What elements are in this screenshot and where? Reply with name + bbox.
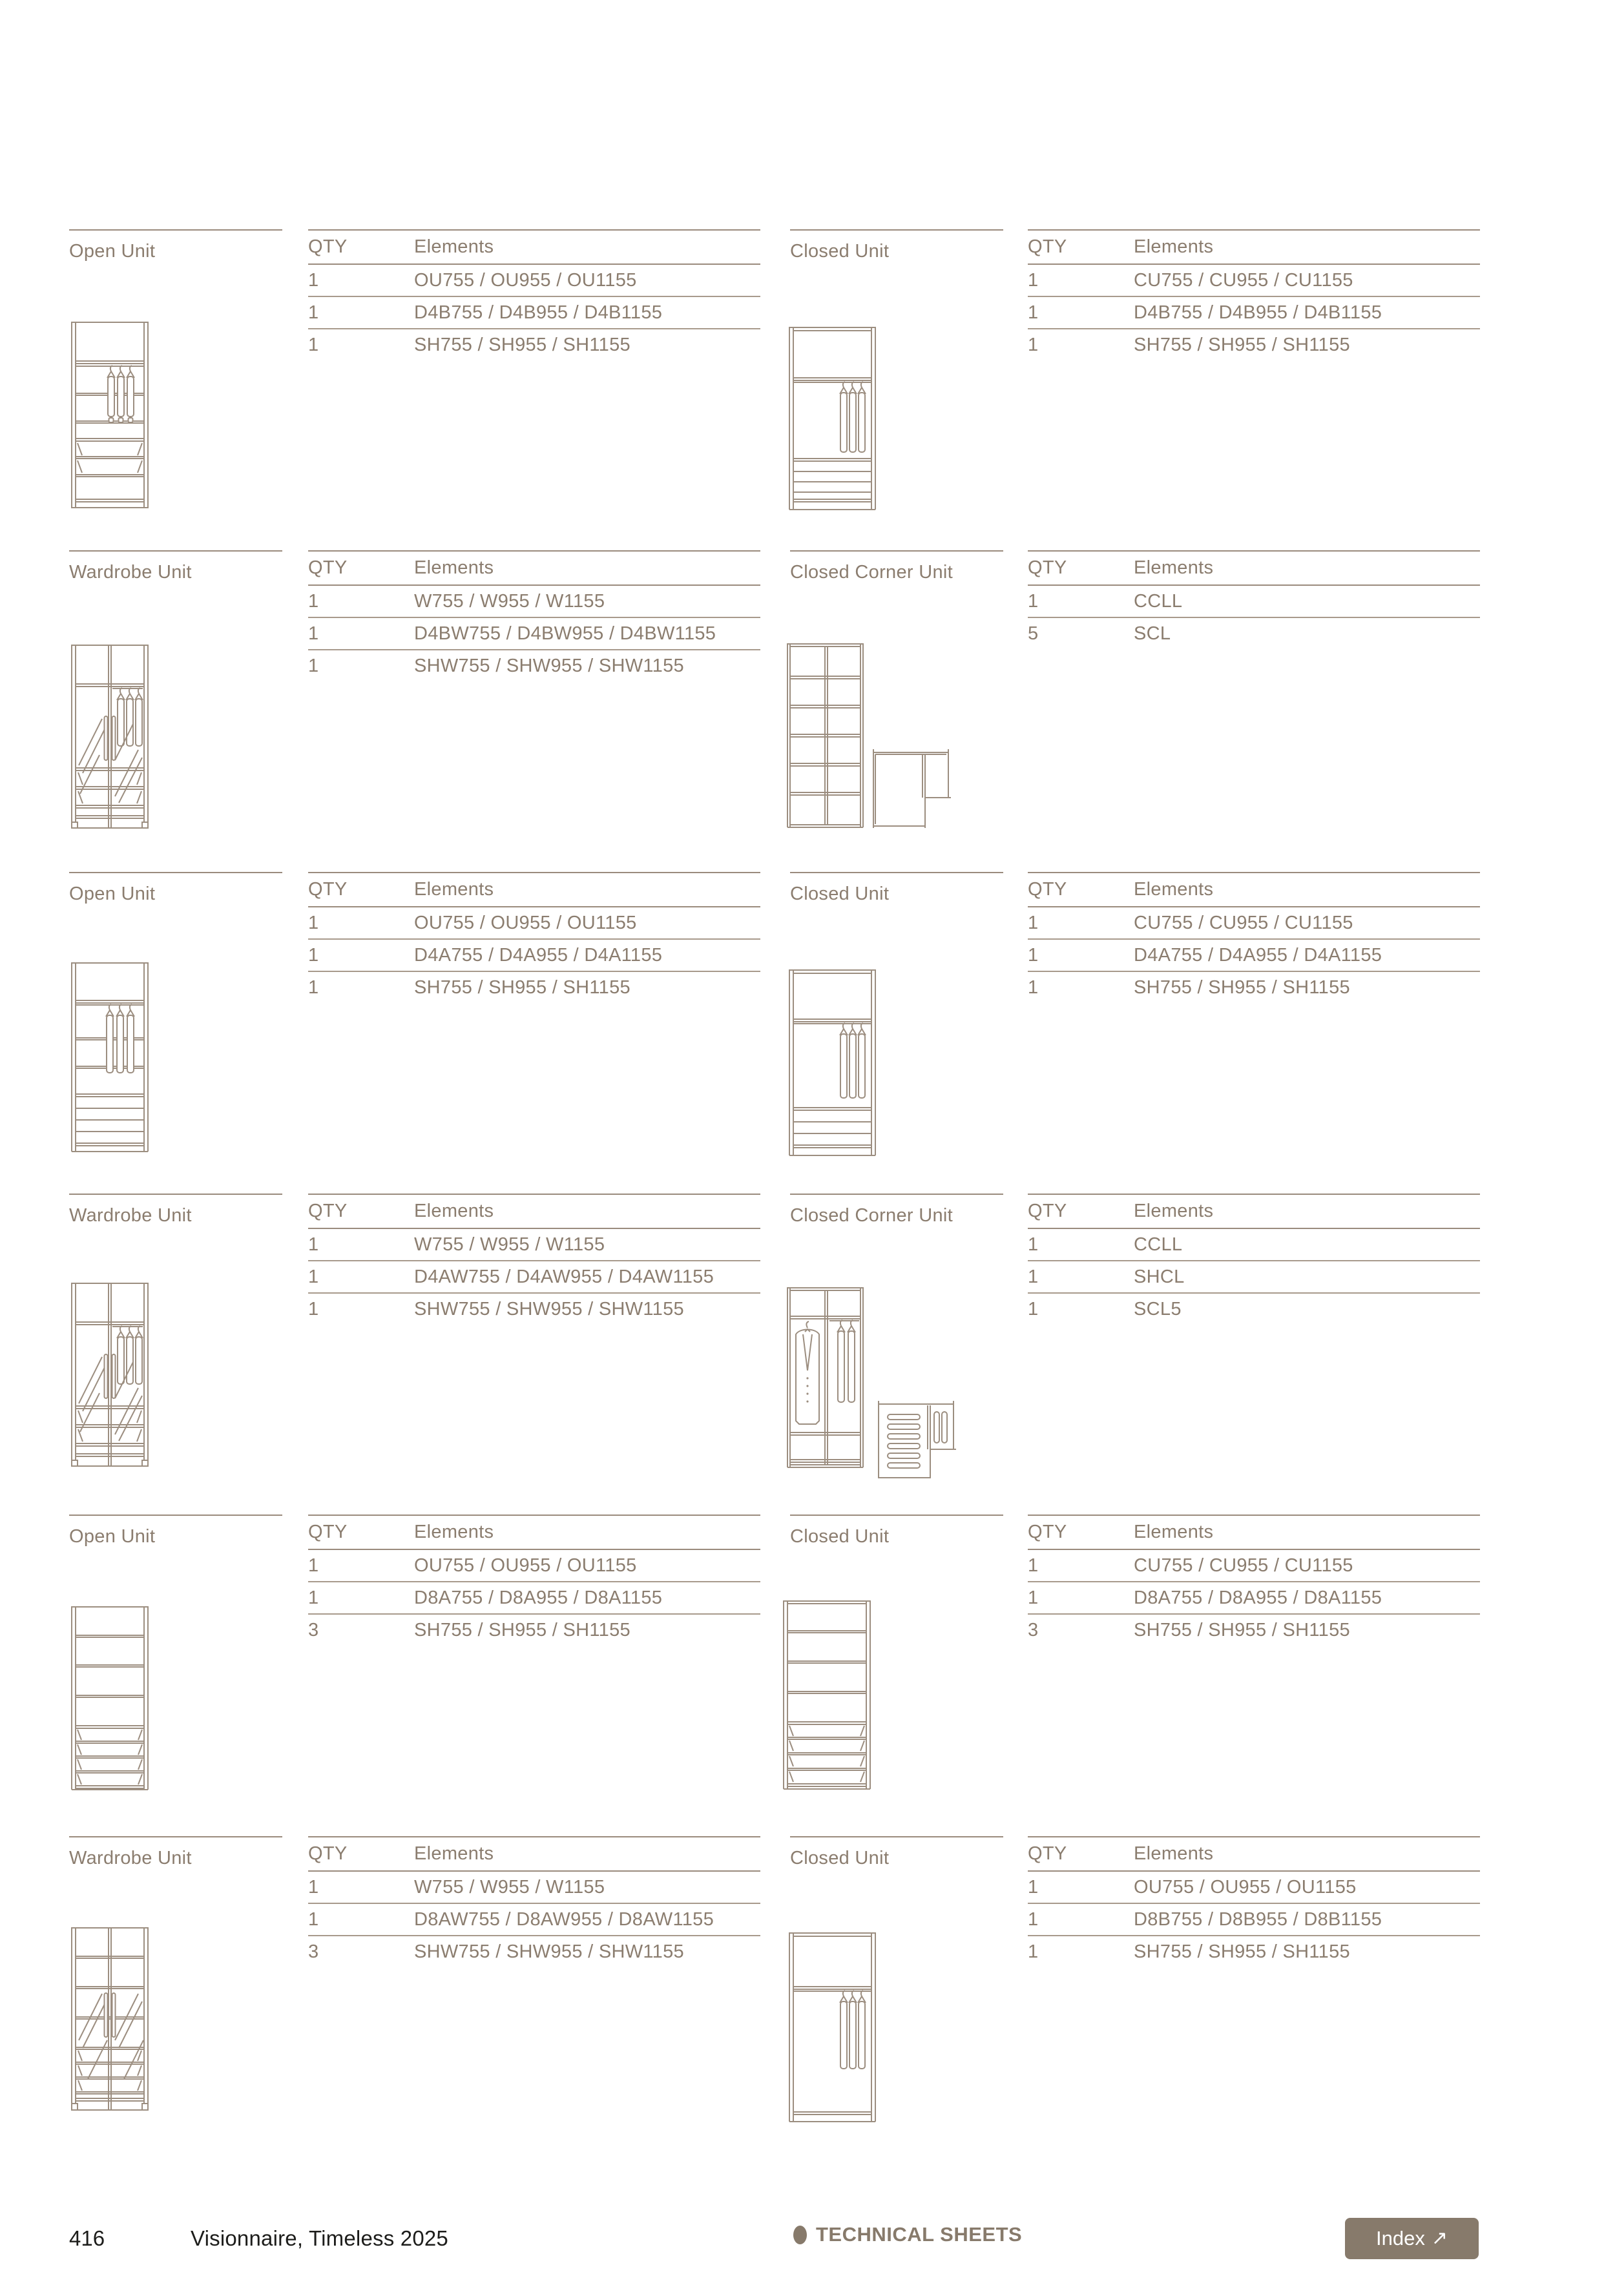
elements-cell: OU755 / OU955 / OU1155 [414, 1555, 637, 1576]
qty-header: QTY [308, 1522, 348, 1542]
elements-table [1028, 550, 1480, 649]
unit-label-block [790, 1194, 1003, 1226]
table-row [308, 1229, 760, 1261]
qty-cell: 1 [308, 655, 319, 676]
table-row [1028, 1582, 1480, 1615]
table-header [308, 550, 760, 586]
section-title: Wardrobe Unit [69, 562, 192, 583]
qty-header: QTY [308, 1201, 348, 1221]
elements-cell: D4AW755 / D4AW955 / D4AW1155 [414, 1266, 714, 1287]
table-row [1028, 940, 1480, 972]
table-header [1028, 1194, 1480, 1229]
elements-cell: OU755 / OU955 / OU1155 [414, 269, 637, 291]
table-row [1028, 1261, 1480, 1294]
section-title: Closed Unit [790, 1526, 890, 1547]
section-title: Closed Unit [790, 1848, 890, 1868]
section-row-4 [0, 1194, 1615, 1515]
qty-header: QTY [1028, 879, 1067, 900]
elements-cell: SHCL [1134, 1266, 1185, 1287]
unit-label-block [790, 1836, 1003, 1869]
elements-cell: D8B755 / D8B955 / D8B1155 [1134, 1908, 1382, 1930]
table-row [308, 650, 760, 681]
section-row-2 [0, 550, 1615, 871]
unit-label-block [790, 229, 1003, 262]
section-title: Wardrobe Unit [69, 1205, 192, 1226]
qty-cell: 1 [308, 944, 319, 966]
qty-cell: 1 [1028, 912, 1039, 933]
table-row [308, 618, 760, 650]
section-title: Open Unit [69, 241, 156, 262]
section-title: Closed Corner Unit [790, 1205, 953, 1226]
table-row [308, 1261, 760, 1294]
page-number: 416 [69, 2226, 105, 2250]
elements-cell: OU755 / OU955 / OU1155 [414, 912, 637, 933]
closed-corner-unit-drawing [787, 643, 951, 828]
elements-table [308, 872, 760, 1003]
elements-cell: CCLL [1134, 590, 1183, 612]
elements-cell: SH755 / SH955 / SH1155 [414, 1619, 630, 1640]
unit-label-block [790, 1515, 1003, 1547]
table-row [1028, 1904, 1480, 1936]
qty-cell: 1 [1028, 269, 1039, 291]
table-row [308, 1872, 760, 1904]
unit-label-block [69, 872, 282, 905]
table-row [1028, 618, 1480, 649]
open-unit-drawing [70, 321, 150, 509]
elements-table [308, 1515, 760, 1646]
table-row [1028, 1936, 1480, 1967]
catalog-title: Visionnaire, Timeless 2025 [191, 2226, 448, 2250]
section-title: Closed Unit [790, 241, 890, 262]
elements-table [1028, 1194, 1480, 1325]
qty-header: QTY [308, 879, 348, 900]
qty-cell: 1 [308, 590, 319, 612]
elements-header: Elements [1134, 236, 1214, 257]
elements-table [308, 229, 760, 360]
elements-header: Elements [1134, 879, 1214, 900]
elements-header: Elements [1134, 1843, 1214, 1864]
table-row [1028, 329, 1480, 360]
elements-cell: D4B755 / D4B955 / D4B1155 [414, 302, 663, 323]
qty-cell: 1 [1028, 944, 1039, 966]
section-row-1 [0, 229, 1615, 550]
qty-cell: 1 [308, 1587, 319, 1608]
wardrobe-unit-drawing [70, 1927, 150, 2111]
section-row-6 [0, 1836, 1615, 2157]
table-row [1028, 1872, 1480, 1904]
elements-cell: D4A755 / D4A955 / D4A1155 [414, 944, 663, 966]
unit-label-block [69, 229, 282, 262]
elements-table [1028, 872, 1480, 1003]
section-row-3 [0, 872, 1615, 1193]
qty-cell: 1 [308, 1908, 319, 1930]
qty-cell: 1 [308, 1555, 319, 1576]
section-dot-icon [793, 2226, 807, 2244]
qty-cell: 1 [308, 977, 319, 998]
wardrobe-unit-drawing [70, 1282, 150, 1467]
unit-label-block [69, 1836, 282, 1869]
qty-header: QTY [1028, 1843, 1067, 1864]
open-unit-drawing [70, 962, 150, 1152]
elements-cell: D4B755 / D4B955 / D4B1155 [1134, 302, 1382, 323]
table-row [308, 1582, 760, 1615]
elements-header: Elements [414, 1201, 494, 1221]
elements-cell: W755 / W955 / W1155 [414, 1234, 605, 1255]
elements-header: Elements [1134, 1522, 1214, 1542]
elements-cell: SH755 / SH955 / SH1155 [414, 334, 630, 355]
qty-header: QTY [308, 557, 348, 578]
elements-cell: SH755 / SH955 / SH1155 [414, 977, 630, 998]
qty-cell: 1 [1028, 1941, 1039, 1962]
table-header [1028, 872, 1480, 907]
elements-cell: CU755 / CU955 / CU1155 [1134, 1555, 1353, 1576]
qty-cell: 1 [1028, 1298, 1039, 1319]
qty-header: QTY [1028, 557, 1067, 578]
table-header [308, 872, 760, 907]
elements-cell: D8A755 / D8A955 / D8A1155 [1134, 1587, 1382, 1608]
elements-cell: D8AW755 / D8AW955 / D8AW1155 [414, 1908, 714, 1930]
qty-cell: 1 [1028, 1555, 1039, 1576]
elements-cell: SH755 / SH955 / SH1155 [1134, 1619, 1350, 1640]
elements-cell: D4A755 / D4A955 / D4A1155 [1134, 944, 1382, 966]
table-row [308, 1936, 760, 1967]
qty-header: QTY [308, 1843, 348, 1864]
elements-table [308, 1836, 760, 1967]
qty-cell: 1 [308, 302, 319, 323]
table-row [1028, 297, 1480, 329]
table-header [308, 1836, 760, 1872]
table-row [308, 972, 760, 1003]
elements-table [1028, 229, 1480, 360]
qty-header: QTY [1028, 1522, 1067, 1542]
elements-cell: OU755 / OU955 / OU1155 [1134, 1876, 1357, 1898]
elements-cell: D4BW755 / D4BW955 / D4BW1155 [414, 623, 716, 644]
section-title: Open Unit [69, 884, 156, 904]
qty-cell: 5 [1028, 623, 1039, 644]
elements-cell: SCL5 [1134, 1298, 1182, 1319]
wardrobe-unit-drawing [70, 644, 150, 829]
qty-header: QTY [1028, 1201, 1067, 1221]
table-row [1028, 265, 1480, 297]
qty-cell: 3 [308, 1941, 319, 1962]
unit-label-block [790, 550, 1003, 583]
section-title: Open Unit [69, 1526, 156, 1547]
table-row [1028, 1294, 1480, 1325]
elements-table [1028, 1515, 1480, 1646]
table-row [1028, 586, 1480, 618]
qty-cell: 1 [308, 623, 319, 644]
closed-unit-drawing [788, 1932, 877, 2122]
elements-cell: W755 / W955 / W1155 [414, 1876, 605, 1898]
qty-cell: 1 [1028, 590, 1039, 612]
table-row [308, 1294, 760, 1325]
qty-cell: 1 [308, 1266, 319, 1287]
unit-label-block [69, 1194, 282, 1226]
elements-cell: SHW755 / SHW955 / SHW1155 [414, 655, 684, 676]
section-row-5 [0, 1515, 1615, 1836]
qty-header: QTY [308, 236, 348, 257]
elements-table [308, 1194, 760, 1325]
qty-cell: 1 [1028, 977, 1039, 998]
qty-cell: 1 [1028, 334, 1039, 355]
technical-sheets-label [793, 2223, 1022, 2246]
elements-header: Elements [414, 1522, 494, 1542]
table-row [1028, 1615, 1480, 1646]
qty-cell: 1 [308, 1234, 319, 1255]
elements-table [308, 550, 760, 681]
qty-header: QTY [1028, 236, 1067, 257]
elements-cell: SH755 / SH955 / SH1155 [1134, 334, 1350, 355]
qty-cell: 1 [1028, 1234, 1039, 1255]
table-row [308, 1615, 760, 1646]
index-button-label: Index [1376, 2227, 1425, 2249]
elements-cell: SHW755 / SHW955 / SHW1155 [414, 1941, 684, 1962]
table-header [308, 1515, 760, 1550]
index-button[interactable] [1345, 2218, 1479, 2259]
table-row [308, 907, 760, 940]
section-title: Closed Unit [790, 884, 890, 904]
table-row [308, 297, 760, 329]
table-row [308, 329, 760, 360]
qty-cell: 1 [308, 1876, 319, 1898]
table-header [1028, 229, 1480, 265]
open-unit-drawing [70, 1606, 150, 1790]
table-row [308, 586, 760, 618]
elements-cell: CU755 / CU955 / CU1155 [1134, 912, 1353, 933]
closed-unit-drawing [782, 1600, 871, 1790]
elements-cell: SHW755 / SHW955 / SHW1155 [414, 1298, 684, 1319]
unit-label-block [790, 872, 1003, 905]
unit-label-block [69, 550, 282, 583]
table-row [308, 265, 760, 297]
technical-sheets-text: TECHNICAL SHEETS [816, 2223, 1023, 2246]
table-header [1028, 1515, 1480, 1550]
section-title: Wardrobe Unit [69, 1848, 192, 1868]
arrow-up-right-icon: ↗ [1431, 2228, 1448, 2249]
table-header [1028, 550, 1480, 586]
qty-cell: 3 [308, 1619, 319, 1640]
qty-cell: 1 [1028, 1876, 1039, 1898]
table-row [308, 1904, 760, 1936]
table-row [308, 1550, 760, 1582]
elements-header: Elements [1134, 1201, 1214, 1221]
elements-header: Elements [414, 557, 494, 578]
closed-corner-unit-drawing [787, 1287, 956, 1480]
table-row [1028, 972, 1480, 1003]
qty-cell: 1 [308, 912, 319, 933]
elements-cell: SH755 / SH955 / SH1155 [1134, 977, 1350, 998]
elements-cell: SH755 / SH955 / SH1155 [1134, 1941, 1350, 1962]
table-header [308, 1194, 760, 1229]
closed-unit-drawing [788, 326, 877, 510]
table-row [308, 940, 760, 972]
table-row [1028, 1550, 1480, 1582]
elements-cell: D8A755 / D8A955 / D8A1155 [414, 1587, 663, 1608]
elements-cell: CCLL [1134, 1234, 1183, 1255]
table-header [1028, 1836, 1480, 1872]
elements-header: Elements [414, 236, 494, 257]
qty-cell: 1 [1028, 1266, 1039, 1287]
section-title: Closed Corner Unit [790, 562, 953, 583]
qty-cell: 3 [1028, 1619, 1039, 1640]
qty-cell: 1 [1028, 1587, 1039, 1608]
qty-cell: 1 [1028, 302, 1039, 323]
closed-unit-drawing [788, 969, 877, 1156]
elements-header: Elements [414, 879, 494, 900]
elements-table [1028, 1836, 1480, 1967]
qty-cell: 1 [308, 269, 319, 291]
table-row [1028, 1229, 1480, 1261]
elements-cell: W755 / W955 / W1155 [414, 590, 605, 612]
qty-cell: 1 [1028, 1908, 1039, 1930]
elements-cell: CU755 / CU955 / CU1155 [1134, 269, 1353, 291]
table-header [308, 229, 760, 265]
elements-header: Elements [414, 1843, 494, 1864]
qty-cell: 1 [308, 1298, 319, 1319]
elements-cell: SCL [1134, 623, 1171, 644]
table-row [1028, 907, 1480, 940]
unit-label-block [69, 1515, 282, 1547]
qty-cell: 1 [308, 334, 319, 355]
elements-header: Elements [1134, 557, 1214, 578]
